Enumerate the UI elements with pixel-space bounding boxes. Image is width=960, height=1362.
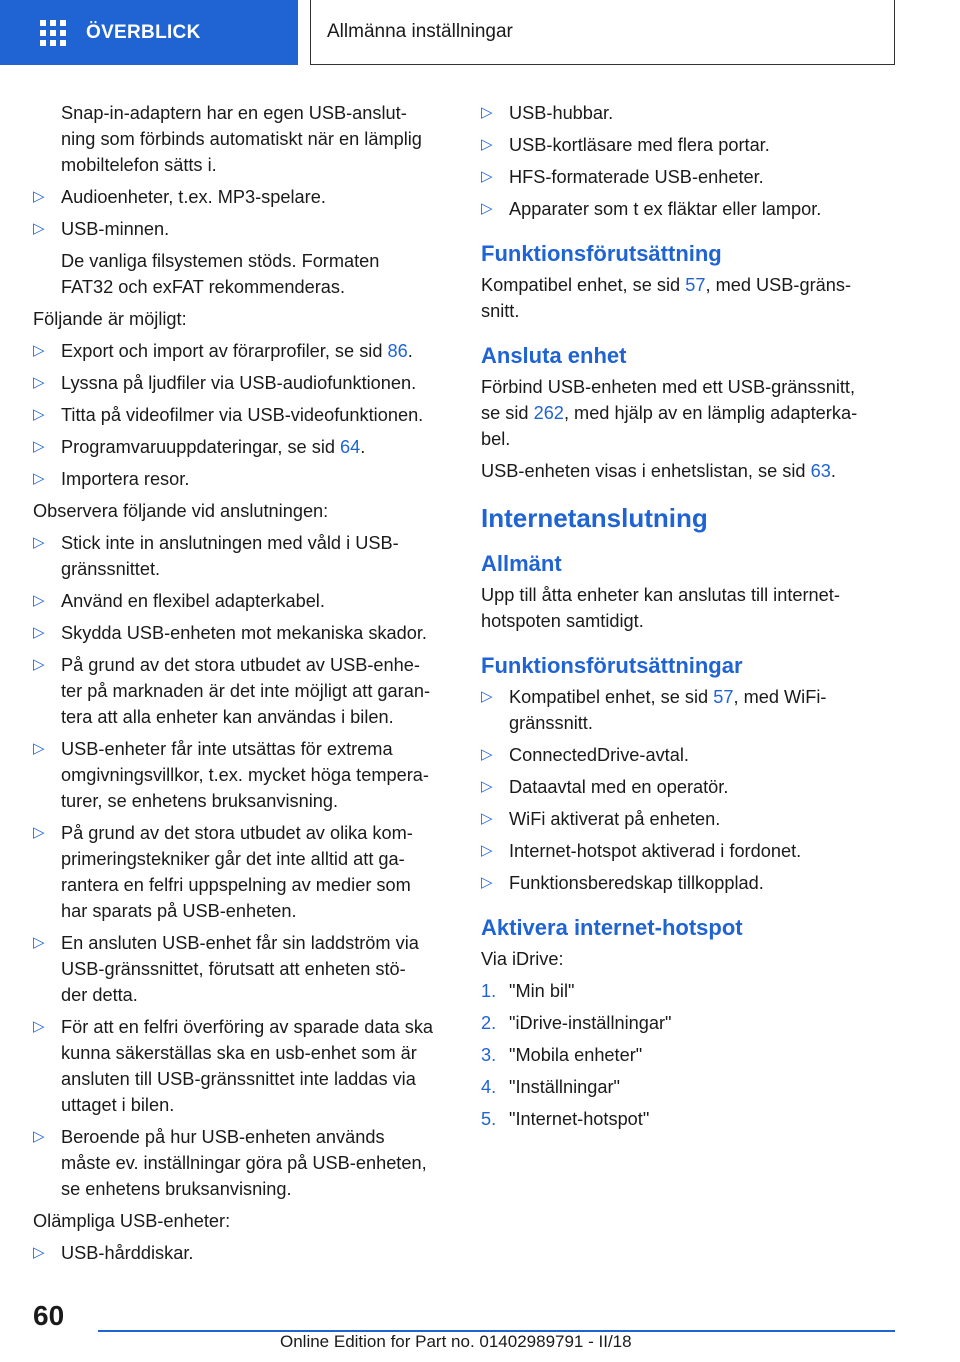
text-line: der detta. <box>61 985 138 1005</box>
list-item <box>481 774 901 800</box>
text-line: Stick inte in anslutningen med våld i USB- <box>61 533 399 553</box>
text-line: ning som förbinds automatiskt när en lämplig <box>61 129 422 149</box>
heading-activate-hotspot: Aktivera internet-hotspot <box>481 915 743 940</box>
list-item-text: USB-hubbar. <box>509 103 614 123</box>
text-line: Förbind USB-enheten med ett USB-gränssnitt, <box>481 377 856 397</box>
step-item <box>481 978 901 1004</box>
triangle-bullet-icon: ▷ <box>481 136 493 153</box>
step-text: "Min bil" <box>509 981 575 1001</box>
list-item <box>33 736 451 814</box>
triangle-bullet-icon: ▷ <box>481 200 493 217</box>
list-item-text: Använd en flexibel adapterkabel. <box>61 591 325 611</box>
list-item-text: WiFi aktiverat på enheten. <box>509 809 721 829</box>
text-line: ter på marknaden är det inte möjligt att garan- <box>61 681 430 701</box>
observe-intro: Observera följande vid anslutningen: <box>33 501 329 521</box>
text-line: För att en felfri överföring av sparade data ska <box>61 1017 434 1037</box>
step-number: 5. <box>481 1109 497 1129</box>
list-item-text: Funktionsberedskap tillkopplad. <box>509 873 764 893</box>
text-line: se enhetens bruksanvisning. <box>61 1179 292 1199</box>
list-item <box>33 620 451 646</box>
text-line: bel. <box>481 429 511 449</box>
triangle-bullet-icon: ▷ <box>33 374 45 391</box>
edition-footer: Online Edition for Part no. 01402989791 - II/18 <box>280 1332 632 1351</box>
text-line: se sid <box>481 403 534 423</box>
via-idrive: Via iDrive: <box>481 949 564 969</box>
page-link[interactable]: 57 <box>713 687 734 707</box>
text-line: Kompatibel enhet, se sid <box>481 275 686 295</box>
text-line: tera att alla enheter kan användas i bilen. <box>61 707 394 727</box>
step-number: 2. <box>481 1013 497 1033</box>
text-line: måste ev. inställningar göra på USB-enheten, <box>61 1153 427 1173</box>
list-item <box>33 588 451 614</box>
text-line: De vanliga filsystemen stöds. Formaten <box>61 251 380 271</box>
step-text: "iDrive-inställningar" <box>509 1013 672 1033</box>
step-number: 4. <box>481 1077 497 1097</box>
text-line: . <box>830 461 836 481</box>
list-item-text: , med WiFi- <box>733 687 827 707</box>
list-item-text: Export och import av förarprofiler, se sid <box>61 341 388 361</box>
triangle-bullet-icon: ▷ <box>481 746 493 763</box>
text-line: USB-gränssnittet, förutsatt att enheten stö- <box>61 959 406 979</box>
list-item <box>481 870 901 896</box>
list-item-text: Titta på videofilmer via USB-videofunktionen. <box>61 405 424 425</box>
page-link[interactable]: 57 <box>685 275 706 295</box>
page-link[interactable]: 86 <box>387 341 408 361</box>
snap-in-paragraph <box>33 100 451 178</box>
text-line: omgivningsvillkor, t.ex. mycket höga tempera- <box>61 765 429 785</box>
possible-intro: Följande är möjligt: <box>33 309 187 329</box>
list-item-text: ConnectedDrive-avtal. <box>509 745 689 765</box>
text-line: turer, se enhetens bruksanvisning. <box>61 791 339 811</box>
step-item <box>481 1010 901 1036</box>
unsuitable-intro: Olämpliga USB-enheter: <box>33 1211 231 1231</box>
text-line: har sparats på USB-enheten. <box>61 901 297 921</box>
text-line: På grund av det stora utbudet av olika kom- <box>61 823 413 843</box>
list-item <box>481 132 901 158</box>
text-line: mobiltelefon sätts i. <box>61 155 217 175</box>
list-item <box>33 530 451 582</box>
list-item-text: . <box>360 437 366 457</box>
list-item <box>33 216 451 242</box>
general-paragraph <box>481 582 901 634</box>
heading-function-requirements: Funktionsförutsättningar <box>481 653 743 678</box>
text-line: primeringstekniker går det inte alltid att ga- <box>61 849 405 869</box>
text-line: rantera en felfri uppspelning av medier som <box>61 875 411 895</box>
list-item <box>481 196 901 222</box>
text-line: På grund av det stora utbudet av USB-enhe- <box>61 655 420 675</box>
left-column <box>33 100 451 1272</box>
list-item <box>33 930 451 1008</box>
list-item <box>33 338 451 364</box>
triangle-bullet-icon: ▷ <box>481 688 493 705</box>
list-item-text: Importera resor. <box>61 469 190 489</box>
triangle-bullet-icon: ▷ <box>33 824 45 841</box>
list-item <box>481 684 901 736</box>
triangle-bullet-icon: ▷ <box>33 438 45 455</box>
page-link[interactable]: 64 <box>340 437 361 457</box>
text-line: , med hjälp av en lämplig adapterka- <box>563 403 858 423</box>
page-link[interactable]: 262 <box>533 403 564 423</box>
overview-label: ÖVERBLICK <box>86 21 201 43</box>
triangle-bullet-icon: ▷ <box>33 934 45 951</box>
text-line: Snap-in-adaptern har en egen USB-anslut- <box>61 103 407 123</box>
list-item <box>33 370 451 396</box>
text-line: FAT32 och exFAT rekommenderas. <box>61 277 346 297</box>
step-number: 3. <box>481 1045 497 1065</box>
triangle-bullet-icon: ▷ <box>33 220 45 237</box>
text-line: uttaget i bilen. <box>61 1095 175 1115</box>
step-item <box>481 1106 901 1132</box>
section-title <box>310 0 895 65</box>
list-item <box>481 164 901 190</box>
list-item-text: Dataavtal med en operatör. <box>509 777 729 797</box>
connect-paragraph <box>481 374 901 452</box>
triangle-bullet-icon: ▷ <box>33 740 45 757</box>
page-link[interactable]: 63 <box>810 461 831 481</box>
list-item <box>481 742 901 768</box>
triangle-bullet-icon: ▷ <box>33 342 45 359</box>
list-item <box>481 806 901 832</box>
triangle-bullet-icon: ▷ <box>33 592 45 609</box>
triangle-bullet-icon: ▷ <box>33 188 45 205</box>
list-item-text: Audioenheter, t.ex. MP3-spelare. <box>61 187 326 207</box>
list-item-text: Lyssna på ljudfiler via USB-audiofunktionen. <box>61 373 417 393</box>
step-text: "Inställningar" <box>509 1077 620 1097</box>
list-item <box>33 434 451 460</box>
text-line: gränssnitt. <box>509 713 593 733</box>
step-text: "Internet-hotspot" <box>509 1109 650 1129</box>
triangle-bullet-icon: ▷ <box>481 874 493 891</box>
triangle-bullet-icon: ▷ <box>33 406 45 423</box>
triangle-bullet-icon: ▷ <box>33 1128 45 1145</box>
list-item-text: Internet-hotspot aktiverad i fordonet. <box>509 841 802 861</box>
list-item <box>33 820 451 924</box>
requirement-paragraph <box>481 272 901 324</box>
text-line: kunna säkerställas ska en usb-enhet som är <box>61 1043 417 1063</box>
list-item-text: . <box>407 341 413 361</box>
list-item-text: Skydda USB-enheten mot mekaniska skador. <box>61 623 427 643</box>
triangle-bullet-icon: ▷ <box>33 470 45 487</box>
list-item-text: USB-hårddiskar. <box>61 1243 194 1263</box>
list-item-text: HFS-formaterade USB-enheter. <box>509 167 764 187</box>
triangle-bullet-icon: ▷ <box>481 810 493 827</box>
triangle-bullet-icon: ▷ <box>33 624 45 641</box>
text-line: , med USB-gräns- <box>705 275 852 295</box>
right-column <box>481 100 901 1138</box>
device-list-paragraph <box>481 458 901 484</box>
text-line: En ansluten USB-enhet får sin laddström via <box>61 933 419 953</box>
text-line: Upp till åtta enheter kan anslutas till internet- <box>481 585 840 605</box>
section-title-text: Allmänna inställningar <box>327 21 513 42</box>
list-item-text: Programvaruuppdateringar, se sid <box>61 437 341 457</box>
list-item-text: USB-minnen. <box>61 219 170 239</box>
list-item <box>33 1124 451 1202</box>
step-item <box>481 1074 901 1100</box>
triangle-bullet-icon: ▷ <box>33 1244 45 1261</box>
triangle-bullet-icon: ▷ <box>33 534 45 551</box>
list-item <box>33 1014 451 1118</box>
list-item-text: Apparater som t ex fläktar eller lampor. <box>509 199 822 219</box>
text-line: snitt. <box>481 301 520 321</box>
triangle-bullet-icon: ▷ <box>33 656 45 673</box>
list-item <box>33 466 451 492</box>
step-text: "Mobila enheter" <box>509 1045 643 1065</box>
list-item <box>481 838 901 864</box>
triangle-bullet-icon: ▷ <box>481 842 493 859</box>
list-item <box>33 402 451 428</box>
page-number: 60 <box>33 1300 65 1331</box>
list-item-text: USB-kortläsare med flera portar. <box>509 135 770 155</box>
step-item <box>481 1042 901 1068</box>
heading-connect-device: Ansluta enhet <box>481 343 627 368</box>
triangle-bullet-icon: ▷ <box>481 778 493 795</box>
overview-tab[interactable] <box>0 0 298 65</box>
list-item <box>33 1240 451 1266</box>
text-line: USB-enheter får inte utsättas för extrema <box>61 739 393 759</box>
grid-icon <box>40 22 66 44</box>
step-number: 1. <box>481 981 497 1001</box>
text-line: USB-enheten visas i enhetslistan, se sid <box>481 461 811 481</box>
heading-function-requirement: Funktionsförutsättning <box>481 241 722 266</box>
text-line: Beroende på hur USB-enheten används <box>61 1127 385 1147</box>
triangle-bullet-icon: ▷ <box>481 104 493 121</box>
triangle-bullet-icon: ▷ <box>481 168 493 185</box>
usb-memory-note <box>33 248 451 300</box>
list-item <box>33 652 451 730</box>
heading-internet-connection: Internetanslutning <box>481 503 708 533</box>
text-line: gränssnittet. <box>61 559 161 579</box>
text-line: hotspoten samtidigt. <box>481 611 644 631</box>
heading-general: Allmänt <box>481 551 562 576</box>
list-item <box>33 184 451 210</box>
list-item <box>481 100 901 126</box>
triangle-bullet-icon: ▷ <box>33 1018 45 1035</box>
text-line: ansluten till USB-gränssnittet inte laddas via <box>61 1069 416 1089</box>
list-item-text: Kompatibel enhet, se sid <box>509 687 714 707</box>
